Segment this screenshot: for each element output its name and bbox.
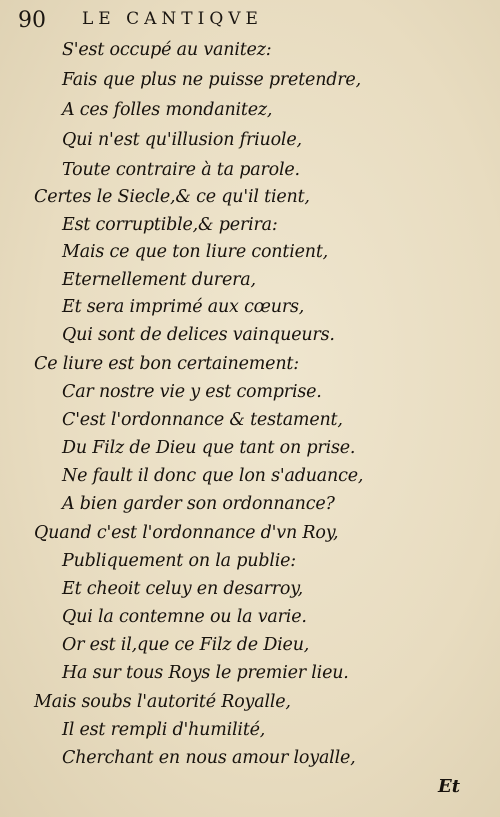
verse-line: Ha sur tous Roys le premier lieu. xyxy=(62,663,349,683)
verse-line: Et sera imprimé aux cœurs, xyxy=(62,297,305,317)
catchword: Et xyxy=(438,776,461,797)
verse-line: Eternellement durera, xyxy=(62,270,256,290)
verse-line: Est corruptible,& perira: xyxy=(62,215,278,235)
verse-line: Mais ce que ton liure contient, xyxy=(62,242,329,262)
verse-line: Toute contraire à ta parole. xyxy=(62,160,300,180)
running-title: LE CANTIQVE xyxy=(82,9,263,29)
verse-line: Ce liure est bon certainement: xyxy=(34,354,299,374)
verse-line: Certes le Siecle,& ce qu'il tient, xyxy=(34,187,310,207)
verse-line: Il est rempli d'humilité, xyxy=(62,720,266,740)
verse-line: Cherchant en nous amour loyalle, xyxy=(62,748,356,768)
verse-line: Mais soubs l'autorité Royalle, xyxy=(34,692,291,712)
verse-line: S'est occupé au vanitez: xyxy=(62,40,272,60)
verse-line: Qui sont de delices vainqueurs. xyxy=(62,325,335,345)
verse-line: A bien garder son ordonnance? xyxy=(62,494,335,514)
verse-line: Car nostre vie y est comprise. xyxy=(62,382,322,402)
verse-line: Qui n'est qu'illusion friuole, xyxy=(62,130,302,150)
verse-line: Ne fault il donc que lon s'aduance, xyxy=(62,466,364,486)
page-number: 90 xyxy=(18,8,46,33)
verse-line: C'est l'ordonnance & testament, xyxy=(62,410,343,430)
verse-line: A ces folles mondanitez, xyxy=(62,100,273,120)
verse-line: Qui la contemne ou la varie. xyxy=(62,607,307,627)
verse-line: Or est il,que ce Filz de Dieu, xyxy=(62,635,310,655)
verse-line: Quand c'est l'ordonnance d'vn Roy, xyxy=(34,523,339,543)
verse-line: Du Filz de Dieu que tant on prise. xyxy=(62,438,356,458)
verse-line: Publiquement on la publie: xyxy=(62,551,296,571)
verse-line: Fais que plus ne puisse pretendre, xyxy=(62,70,361,90)
verse-line: Et cheoit celuy en desarroy, xyxy=(62,579,303,599)
